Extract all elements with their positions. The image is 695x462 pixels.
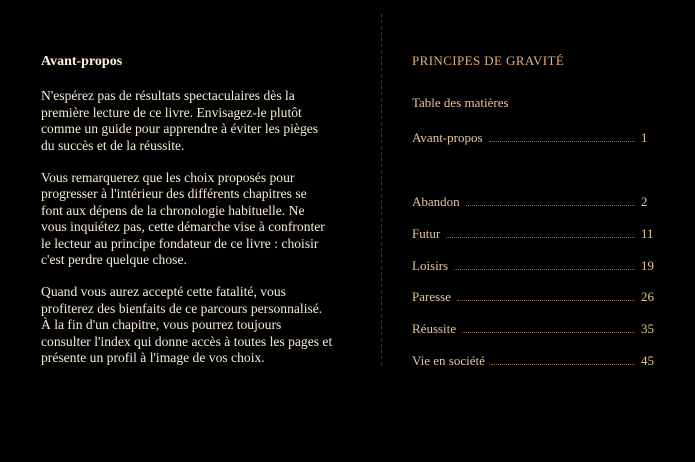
dot-leader: [457, 300, 635, 301]
toc-entry-label: Vie en société: [412, 353, 485, 368]
preface-paragraph: Quand vous aurez accepté cette fatalité, vous profiterez des bienfaits de ce parcours personnalisé. À la fin d'un chapitre, vous pourrez toujours consulter l'index qui donne accès à toutes les pages et présente un profil à l'image de vos choix.: [41, 284, 333, 366]
toc-entry-page: 2: [641, 194, 648, 209]
toc-entry-abandon[interactable]: [412, 192, 657, 210]
toc-entry-label: Avant-propos: [412, 130, 483, 145]
toc-entry-label: Loisirs: [412, 258, 449, 273]
book-title: PRINCIPES DE GRAVITÉ: [412, 53, 565, 68]
toc-entry-label: Futur: [412, 226, 441, 241]
toc-entry-futur[interactable]: [412, 224, 657, 242]
toc-entry-page: 19: [641, 258, 654, 273]
toc-heading: Table des matières: [412, 95, 509, 110]
dot-leader: [491, 364, 635, 365]
toc-entry-reussite[interactable]: [412, 319, 657, 337]
toc-entry-page: 45: [641, 353, 654, 368]
toc-entry-page: 35: [641, 321, 654, 336]
toc-entry-loisirs[interactable]: [412, 256, 657, 274]
toc-entry-paresse[interactable]: [412, 287, 657, 305]
column-divider: [381, 14, 382, 366]
toc-entry-page: 11: [641, 226, 654, 241]
dot-leader: [446, 237, 635, 238]
toc-entry-page: 1: [641, 130, 648, 145]
preface-paragraph: Vous remarquerez que les choix proposés pour progresser à l'intérieur des différents chapitres se font aux dépens de la chronologie habituelle. Ne vous inquiétez pas, cette démarche vise à confronter le lecteur au principe fondateur de ce livre : choisir c'est perdre quelque chose.: [41, 170, 325, 268]
toc-entry-label: Abandon: [412, 194, 460, 209]
dot-leader: [462, 332, 635, 333]
toc-entry-vie-en-societe[interactable]: [412, 351, 657, 369]
toc-entry-avant-propos[interactable]: [412, 128, 657, 146]
dot-leader: [466, 205, 635, 206]
preface-title: Avant-propos: [41, 54, 123, 69]
dot-leader: [454, 269, 635, 270]
dot-leader: [489, 141, 635, 142]
toc-entry-label: Réussite: [412, 321, 457, 336]
preface-section: [41, 54, 371, 383]
toc-entry-label: Paresse: [412, 289, 451, 304]
preface-paragraph: N'espérez pas de résultats spectaculaires dès la première lecture de ce livre. Envisagez-le plutôt comme un guide pour apprendre à éviter les pièges du succès et de la réussite.: [41, 88, 319, 153]
toc-entry-page: 26: [641, 289, 654, 304]
